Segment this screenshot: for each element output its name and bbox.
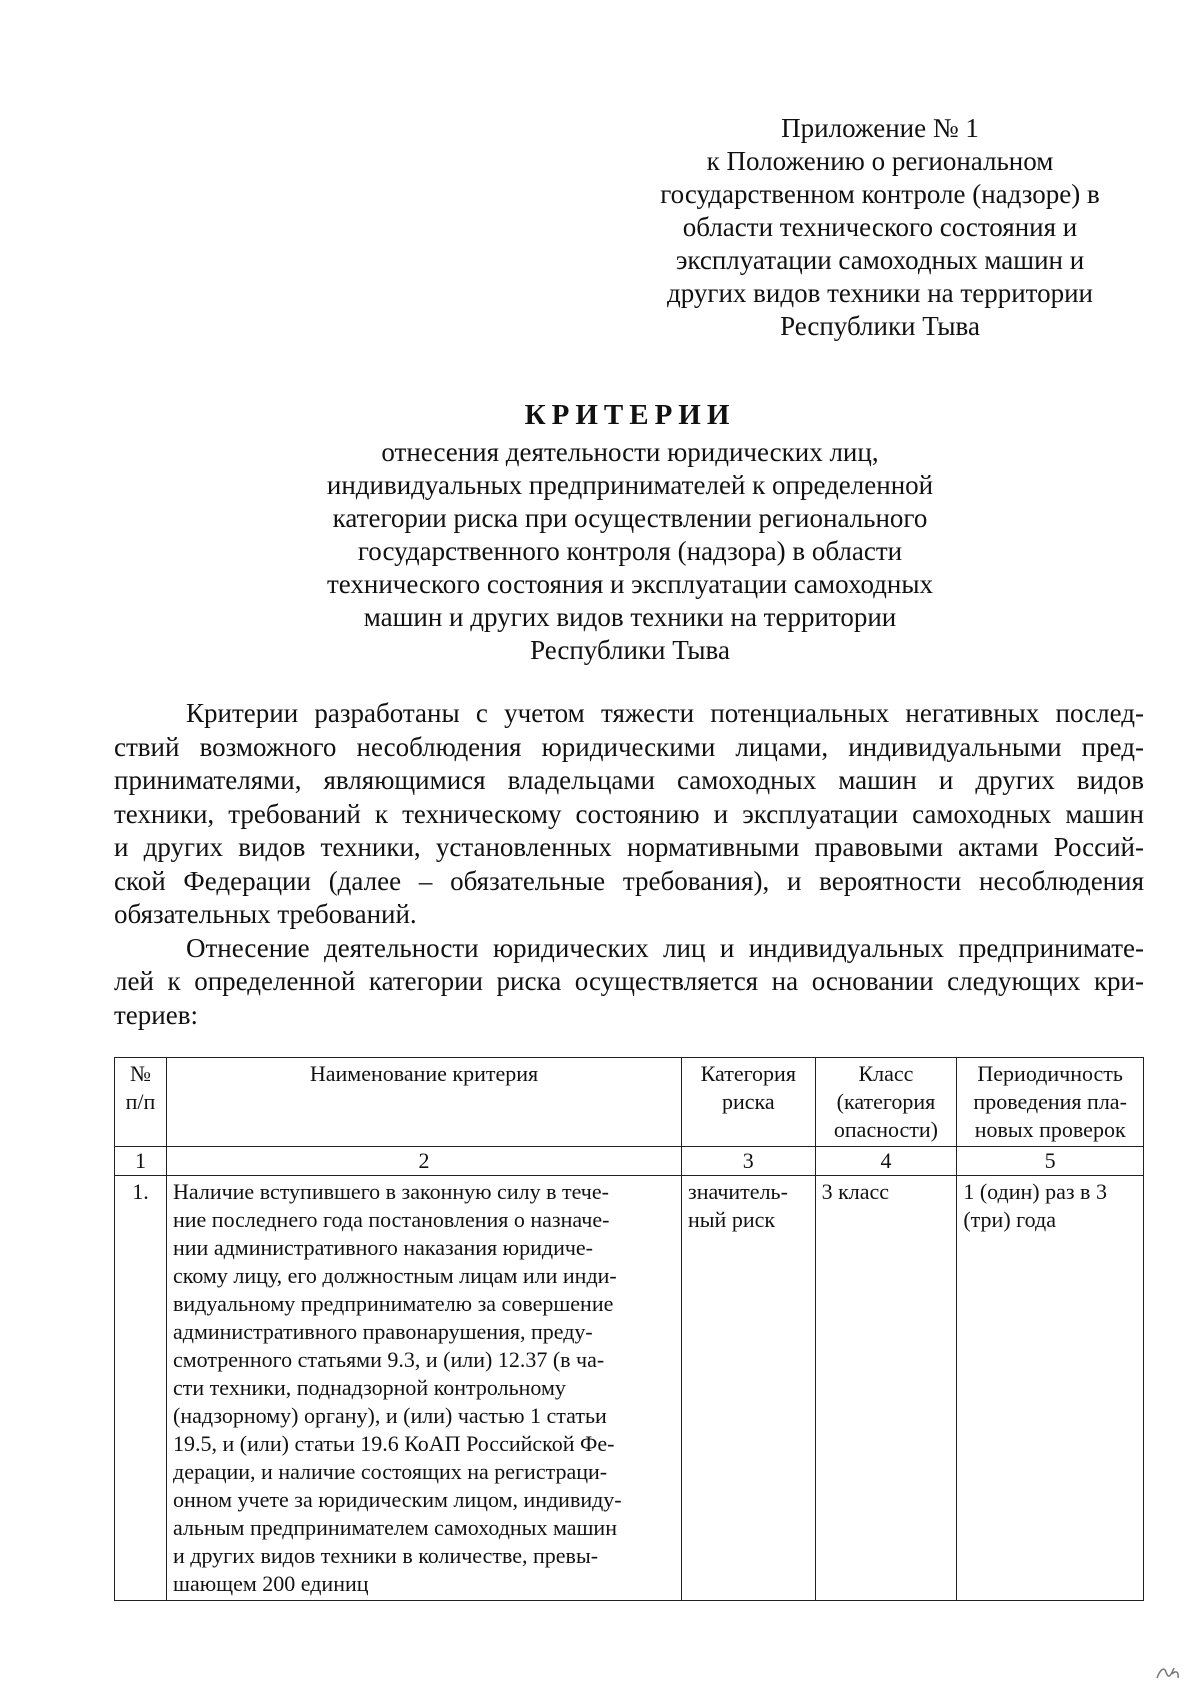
appendix-line: эксплуатации самоходных машин и [675,245,1085,275]
column-number: 2 [167,1147,682,1176]
paragraph-line: ской Федерации (далее – обязательные требования), и вероятности несоблюдения [114,865,1144,896]
criterion-line: нии административного наказания юридиче- [173,1235,593,1260]
handwritten-mark-icon [1154,1660,1182,1682]
paragraph-line: териев: [114,999,198,1030]
criterion-line: ние последнего года постановления о назначе- [173,1207,610,1232]
appendix-line: области технического состояния и [682,212,1078,242]
criterion-line: шающем 200 единиц [173,1571,369,1596]
header-text: новых проверок [974,1117,1126,1142]
criterion-line: административного правонарушения, преду- [173,1319,593,1344]
subtitle-line: индивидуальных предпринимателей к определенной [326,470,934,500]
paragraph-line: Критерии разработаны с учетом тяжести потенциальных негативных послед- [186,698,1144,728]
appendix-line: Республики Тыва [780,311,980,341]
subtitle-line: категории риска при осуществлении регионального [332,503,928,533]
criterion-line: (надзорному) органу), и (или) частью 1 статьи [173,1403,607,1428]
header-period [957,1058,1144,1147]
appendix-block [640,112,1120,343]
header-category [682,1058,816,1147]
appendix-line: государственном контроле (надзоре) в [660,179,1100,209]
header-text: риска [721,1089,775,1114]
paragraph-line: техники, требований к техническому состоянию и эксплуатации самоходных машин [114,798,1144,829]
criterion-line: альным предпринимателем самоходных машин [173,1515,617,1540]
header-text: Класс [858,1061,914,1086]
criterion-line: онном учете за юридическим лицом, индивиду- [173,1487,622,1512]
document-subtitle [270,436,990,667]
column-number: 5 [957,1147,1144,1176]
header-text: Наименование критерия [309,1061,539,1086]
subtitle-line: технического состояния и эксплуатации самоходных [326,569,933,599]
period-line: 1 (один) раз в 3 [963,1179,1107,1204]
row-criterion [167,1176,682,1601]
column-number: 1 [115,1147,167,1176]
subtitle-line: машин и других видов техники на территории [363,602,897,632]
subtitle-line: отнесения деятельности юридических лиц, [381,437,879,467]
criterion-line: дерации, и наличие состоящих на регистраци- [173,1459,608,1484]
header-text: (категория [836,1089,936,1114]
header-text: проведения пла- [973,1089,1127,1114]
paragraph-2 [114,932,1144,1033]
header-text: опасности) [833,1117,939,1142]
criterion-line: и других видов техники в количестве, превы- [173,1543,599,1568]
header-text: п/п [125,1089,156,1114]
column-number: 3 [682,1147,816,1176]
appendix-line: других видов техники на территории [667,278,1093,308]
paragraph-line: Отнесение деятельности юридических лиц и индивидуальных предпринимате- [186,932,1144,963]
column-number-row [115,1147,1144,1176]
handwritten-page-mark [1154,1660,1182,1687]
subtitle-line: государственного контроля (надзора) в области [357,536,903,566]
header-text: № [130,1061,151,1086]
document-title: КРИТЕРИИ [524,399,736,431]
appendix-line: к Положению о региональном [706,146,1054,176]
criterion-line: Наличие вступившего в законную силу в тече- [173,1179,609,1204]
paragraph-line: и других видов техники, установленных нормативными правовыми актами Россий- [114,832,1144,862]
table-row [115,1176,1144,1601]
criterion-line: смотренного статьями 9.3, и (или) 12.37 (в ча- [173,1347,605,1372]
category-line: значитель- [688,1179,788,1204]
table-header-row [115,1058,1144,1147]
paragraph-line: ствий возможного несоблюдения юридическими лицами, индивидуальными пред- [114,731,1144,762]
header-num [115,1058,167,1147]
criterion-line: 19.5, и (или) статьи 19.6 КоАП Российской Фе- [173,1431,615,1456]
row-inspection-period [957,1176,1144,1601]
paragraph-1 [114,697,1144,932]
criterion-line: видуальному предпринимателю за совершение [173,1291,614,1316]
subtitle-line: Республики Тыва [530,635,730,665]
row-num: 1. [115,1176,167,1601]
appendix-line: Приложение № 1 [781,113,979,143]
paragraph-line: принимателями, являющимися владельцами самоходных машин и других видов [114,765,1144,795]
document-title-block [270,396,990,667]
criteria-table [114,1057,1144,1601]
body-text [114,697,1144,1032]
row-hazard-class: 3 класс [815,1176,957,1601]
paragraph-line: лей к определенной категории риска осуществляется на основании следующих кри- [114,966,1144,996]
paragraph-line: обязательных требований. [114,899,417,929]
header-text: Периодичность [977,1061,1123,1086]
header-text: Категория [700,1061,796,1086]
row-risk-category [682,1176,816,1601]
column-number: 4 [815,1147,957,1176]
criterion-line: сти техники, поднадзорной контрольному [173,1375,566,1400]
period-line: (три) года [963,1207,1056,1232]
header-name [167,1058,682,1147]
header-class [815,1058,957,1147]
category-line: ный риск [688,1207,776,1232]
criterion-line: скому лицу, его должностным лицам или инди- [173,1263,617,1288]
